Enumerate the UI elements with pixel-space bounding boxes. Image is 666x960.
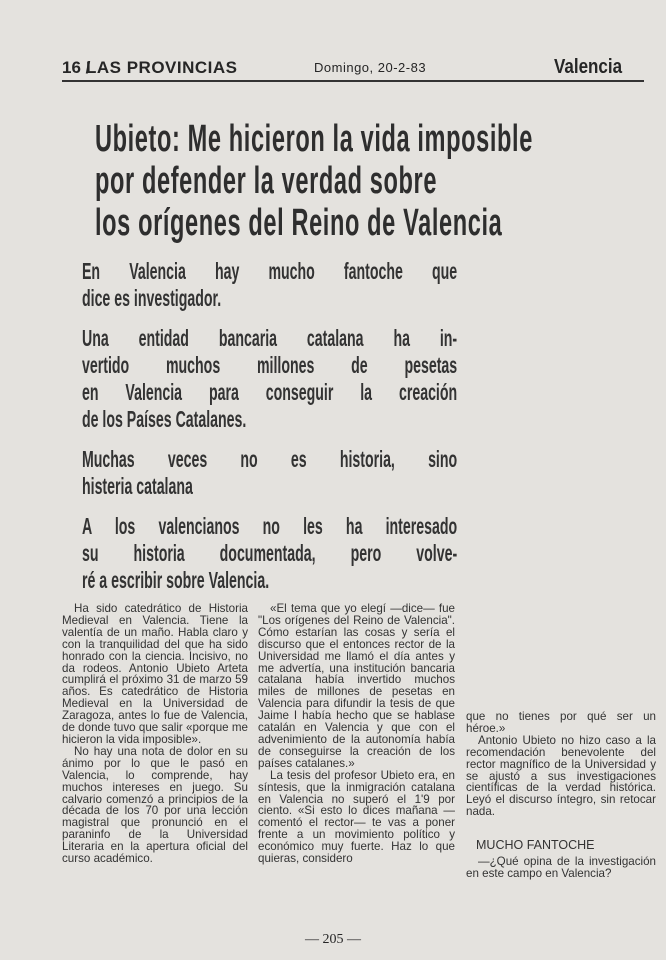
deck-line: vertido muchos millones de pesetas — [82, 352, 458, 378]
page-number: 16 / — [62, 58, 91, 77]
headline-line: por defender la verdad sobre — [95, 160, 438, 202]
paragraph: No hay una nota de dolor en su ánimo por lo que le pasó en Valencia, lo comprende, hay muchos intereses en juego. Su calvario comenzó a principios de la década de los 70 por una lección magistral que pronunció en el paraninfo de la Universidad Literaria en la apertura oficial del curso académico. — [62, 744, 248, 866]
body-column-3 — [466, 711, 656, 880]
paragraph: que no tienes por qué ser un héroe.» — [466, 710, 656, 735]
deck-line: dice es investigador. — [82, 285, 222, 311]
folio-page-number: — 205 — — [305, 932, 361, 947]
body-column-1 — [62, 603, 248, 865]
deck-item — [82, 258, 457, 312]
section-name: Valencia — [553, 56, 622, 78]
headline-line: los orígenes del Reino de Valencia — [95, 202, 503, 244]
headline-line: Ubieto: Me hicieron la vida imposible — [95, 118, 533, 160]
publication-name: LAS PROVINCIAS — [86, 58, 238, 77]
deck-line: histeria catalana — [82, 473, 193, 499]
deck-item — [82, 446, 457, 500]
body-column-2 — [258, 603, 455, 865]
deck-line: en Valencia para conseguir la creación — [82, 379, 458, 405]
page-header — [62, 56, 644, 82]
deck-item — [82, 325, 457, 433]
headline — [95, 118, 533, 244]
paragraph: «El tema que yo elegí —dice— fue "Los orígenes del Reino de Valencia". Cómo estarían las cosas y sería el discurso que el entonces rector de la Universidad me llamó el día antes y me advertía, una institución bancaria catalana había invertido muchos miles de millones de pesetas en Valencia para difundir la tesis de que Jaime I había hecho que se hablase catalán en Valencia y que con el advenimiento de la autonomía había de conseguirse la creación de los países catalanes.» — [258, 602, 455, 770]
deck-item — [82, 513, 457, 594]
deck-subheadlines — [82, 258, 457, 607]
deck-line: de los Países Catalanes. — [82, 406, 247, 432]
deck-line: su historia documentada, pero volve- — [82, 540, 458, 566]
deck-line: A los valencianos no les ha interesado — [82, 513, 458, 539]
paragraph: Antonio Ubieto no hizo caso a la recomendación benevolente del rector magnífico de la Universidad y se ajustó a sus investigaciones científicas de la verdad histórica. Leyó el discurso íntegro, sin retocar nada. — [466, 733, 656, 819]
deck-line: Muchas veces no es historia, sino — [82, 446, 458, 472]
deck-line: ré a escribir sobre Valencia. — [82, 567, 270, 593]
subheading: MUCHO FANTOCHE — [476, 838, 595, 853]
deck-line: Una entidad bancaria catalana ha in- — [82, 325, 458, 351]
deck-line: En Valencia hay mucho fantoche que — [82, 258, 458, 284]
paragraph: La tesis del profesor Ubieto era, en síntesis, que la inmigración catalana en Valencia no superó el 1'9 por ciento. «Si esto lo dices mañana —comentó el rector— te vas a poner frente a un movimiento político y económico muy fuerte. Haz lo que quieras, considero — [258, 768, 455, 866]
issue-date: Domingo, 20-2-83 — [314, 60, 427, 75]
paragraph: —¿Qué opina de la investigación en este campo en Valencia? — [466, 855, 656, 880]
paragraph: Ha sido catedrático de Historia Medieval en Valencia. Tiene la valentía de un maño. Habla claro y con la tranquilidad del que ha sido honrado con la ciencia. Incisivo, no da rodeos. Antonio Ubieto Arteta cumplirá el próximo 31 de marzo 59 años. Es catedrático de Historia Medieval en la Universidad de Zaragoza, antes lo fue de Valencia, de donde tuvo que salir «porque me hicieron la vida imposible». — [62, 602, 248, 746]
